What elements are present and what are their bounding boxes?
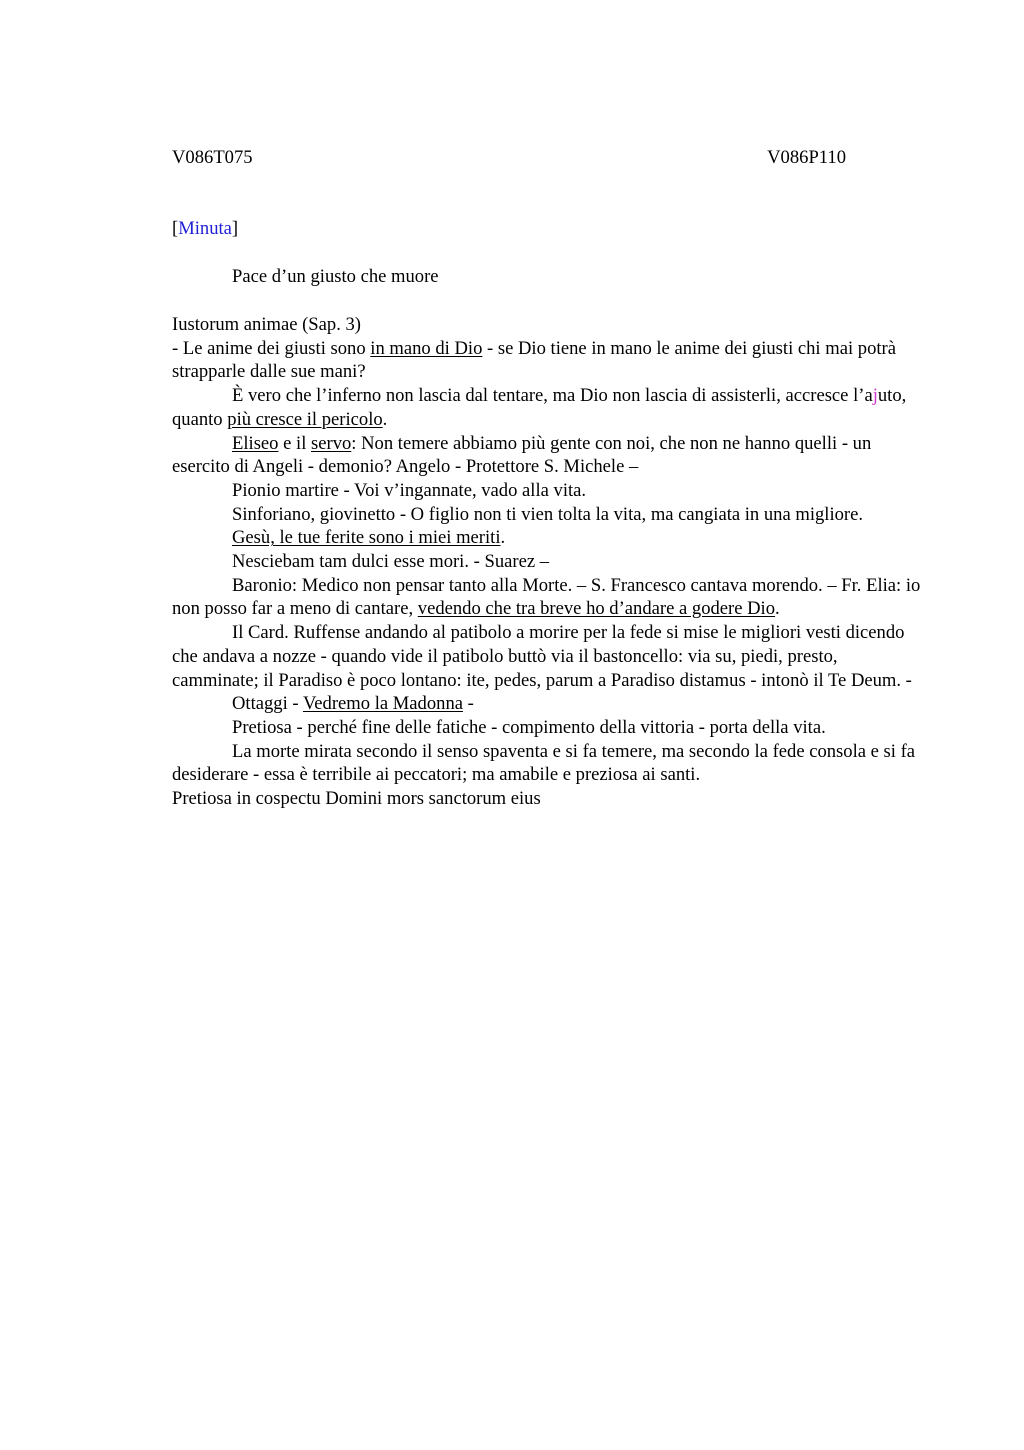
paragraph-2: [172, 337, 924, 384]
bracket-close: ]: [231, 218, 239, 239]
paragraph-9: [172, 574, 924, 621]
section-label: Minuta: [178, 218, 232, 239]
text-run: .: [775, 598, 780, 620]
paragraph-12: Pretiosa - perché fine delle fatiche - compimento della vittoria - porta della vita.: [232, 716, 826, 738]
text-run: .: [382, 408, 388, 430]
text-run: : Non temere abbiamo più gente con noi, che non ne hanno quelli - un esercito di Angeli - demonio? Angelo - Protettore S. Michele –: [172, 432, 872, 478]
highlighted-letter: j: [872, 385, 878, 407]
paragraph-5: Pionio martire - Voi v’ingannate, vado alla vita.: [232, 479, 587, 501]
underlined-text: vedendo che tra breve ho d’andare a godere Dio: [417, 598, 776, 620]
text-run: È vero che l’inferno non lascia dal tentare, ma Dio non lascia di assisterli, accresce l’a: [232, 385, 873, 407]
underlined-text: servo: [311, 432, 352, 454]
paragraph-7: [172, 526, 924, 550]
paragraph-1: Iustorum animae (Sap. 3): [172, 314, 361, 335]
paragraph-3: [172, 384, 924, 431]
text-run: .: [500, 527, 506, 549]
paragraph-4: [172, 432, 924, 479]
document-code-right: V086P110: [767, 147, 846, 168]
text-run: -: [463, 693, 474, 715]
document-title: Pace d’un giusto che muore: [232, 266, 439, 287]
text-run: e il: [278, 432, 312, 454]
paragraph-10: Il Card. Ruffense andando al patibolo a morire per la fede si mise le migliori vesti dicendo che andava a nozze - quando vide il patibolo buttò via il bastoncello: via su, piedi, presto, camminate; il Paradiso è poco lontano: ite, pedes, parum a Paradiso distamus - intonò il Te Deum. -: [172, 622, 912, 691]
text-run: uto, quanto: [172, 385, 907, 430]
underlined-text: Vedremo la Madonna: [302, 693, 463, 715]
text-run: Ottaggi -: [232, 693, 303, 715]
paragraph-14: Pretiosa in cospectu Domini mors sanctorum eius: [172, 788, 541, 810]
section-marker: [172, 217, 238, 241]
paragraph-6: Sinforiano, giovinetto - O figlio non ti vien tolta la vita, ma cangiata in una migliore.: [232, 503, 864, 525]
paragraph-11: [172, 692, 924, 716]
underlined-text: in mano di Dio: [370, 337, 483, 359]
paragraph-8: Nesciebam tam dulci esse mori. - Suarez –: [232, 551, 550, 573]
underlined-text: Eliseo: [232, 432, 279, 454]
bracket-open: [: [172, 218, 179, 239]
paragraph-13: La morte mirata secondo il senso spaventa e si fa temere, ma secondo la fede consola e si fa desiderare - essa è terribile ai peccatori; ma amabile e preziosa ai santi.: [172, 740, 916, 786]
text-run: - se Dio tiene in mano le anime dei giusti chi mai potrà strapparle dalle sue mani?: [172, 337, 896, 383]
underlined-text: Gesù, le tue ferite sono i miei meriti: [232, 527, 501, 549]
text-run: Baronio: Medico non pensar tanto alla Morte. – S. Francesco cantava morendo. – Fr. Elia: io non posso far a meno di cantare,: [172, 574, 921, 620]
text-run: - Le anime dei giusti sono: [172, 337, 371, 359]
document-body: [172, 313, 924, 811]
document-code-left: V086T075: [172, 147, 253, 168]
underlined-text: più cresce il pericolo: [227, 408, 383, 430]
